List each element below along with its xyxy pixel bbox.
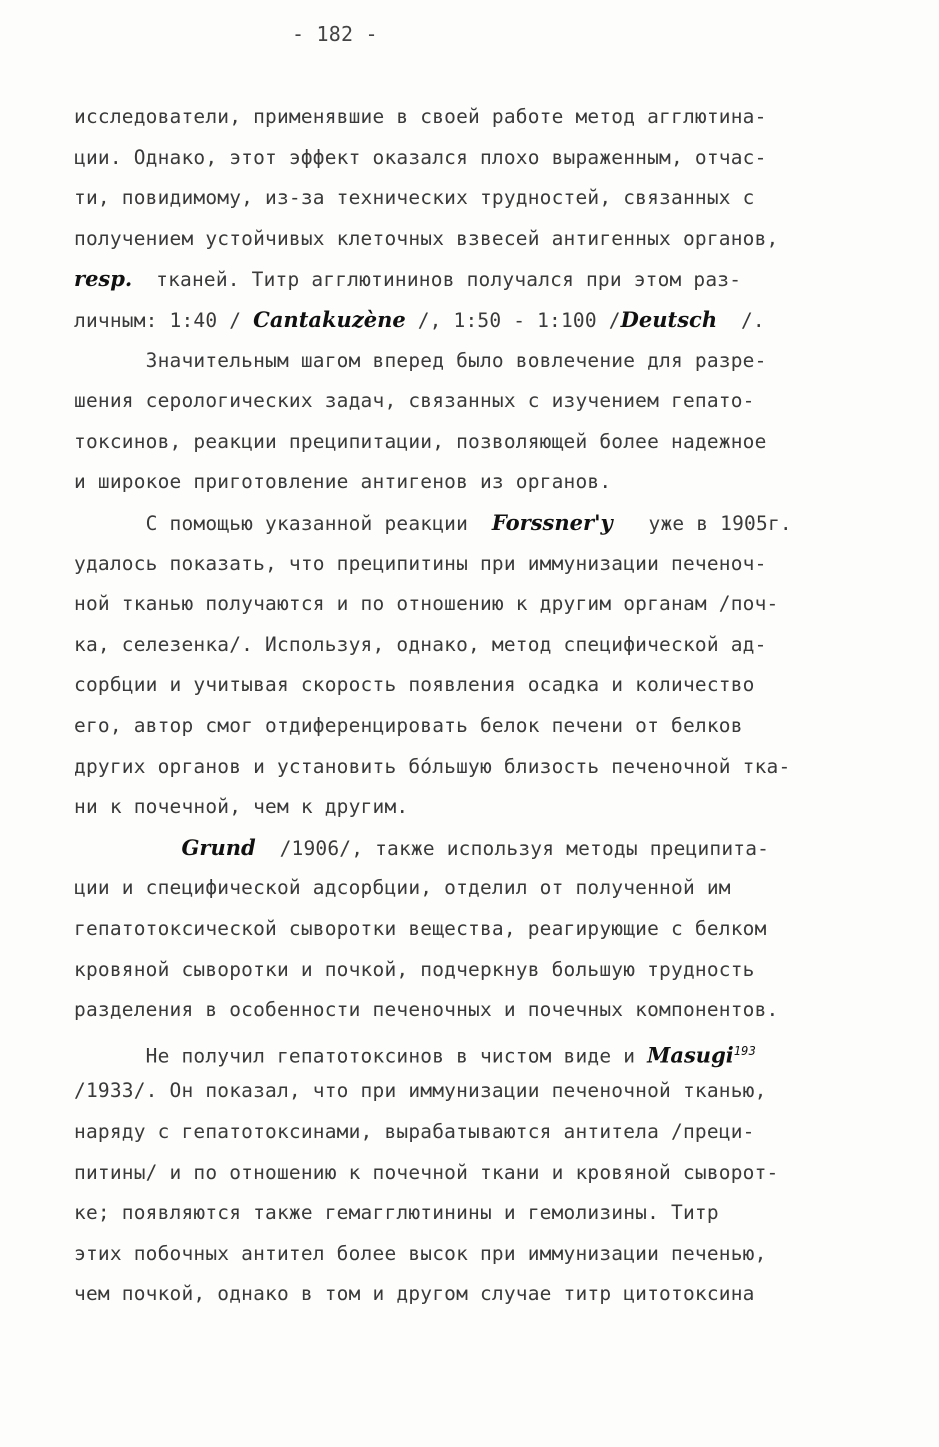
line-text: Не получил гепатотоксинов в чистом виде и <box>74 1044 648 1068</box>
text-line <box>74 430 767 454</box>
reference-number: 193 <box>733 1044 757 1058</box>
text-line <box>74 876 731 900</box>
line-text: исследователи, применявшие в своей работе метод агглютина- <box>74 105 767 128</box>
text-line <box>74 836 769 861</box>
text-line <box>74 1039 756 1069</box>
handwritten-name: Forssner'y <box>491 510 613 535</box>
line-text: и широкое приготовление антигенов из органов. <box>74 470 612 493</box>
text-line <box>74 714 743 738</box>
text-line <box>74 1242 767 1266</box>
line-text: его, автор смог отдиференцировать белок печени от белков <box>74 714 743 737</box>
text-line <box>74 470 611 494</box>
line-text: гепатотоксической сыворотки вещества, реагирующие с белком <box>74 917 767 940</box>
text-line <box>74 755 790 779</box>
line-text: наряду с гепатотоксинами, вырабатываются антитела /преци- <box>74 1120 755 1143</box>
page-number: - 182 - <box>292 22 378 46</box>
line-text: ка, селезенка/. Используя, однако, метод специфической ад- <box>74 633 767 656</box>
text-line <box>74 349 767 373</box>
line-text: ной тканью получаются и по отношению к другим органам /поч- <box>74 592 779 615</box>
line-text <box>74 837 181 860</box>
line-text: ции. Однако, этот эффект оказался плохо выраженным, отчас- <box>74 146 767 169</box>
line-text: ни к почечной, чем к другим. <box>74 795 409 818</box>
line-text: этих побочных антител более высок при иммунизации печенью, <box>74 1242 767 1265</box>
text-line <box>74 389 755 413</box>
line-text: тканей. Титр агглютининов получался при этом раз- <box>132 268 742 291</box>
line-text: получением устойчивых клеточных взвесей антигенных органов, <box>74 227 779 250</box>
handwritten-name: Masugi <box>647 1042 734 1068</box>
text-line <box>74 1120 755 1144</box>
text-line <box>74 186 755 210</box>
text-line <box>74 146 767 170</box>
text-line <box>74 673 755 697</box>
text-line <box>74 511 792 536</box>
line-text: /, 1:50 - 1:100 / <box>405 309 621 332</box>
line-text: уже в 1905г. <box>612 512 792 535</box>
handwritten-name: Cantakuzène <box>253 307 406 332</box>
line-text: разделения в особенности печеночных и почечных компонентов. <box>74 998 779 1021</box>
text-line <box>74 552 767 576</box>
text-line <box>74 1079 767 1103</box>
line-text: Значительным шагом вперед было вовлечение для разре- <box>74 349 767 372</box>
line-text: чем почкой, однако в том и другом случае титр цитотоксина <box>74 1282 755 1305</box>
text-line <box>74 1282 755 1306</box>
line-text: шения серологических задач, связанных с изучением гепато- <box>74 389 755 412</box>
handwritten-name: Deutsch <box>620 307 718 332</box>
text-line <box>74 917 767 941</box>
line-text: питины/ и по отношению к почечной ткани и кровяной сыворот- <box>74 1161 779 1184</box>
text-line <box>74 592 778 616</box>
line-text: сорбции и учитывая скорость появления осадка и количество <box>74 673 755 696</box>
line-text: кровяной сыворотки и почкой, подчеркнув большую трудность <box>74 958 755 981</box>
line-text: /1906/, также используя методы преципита- <box>255 837 770 860</box>
line-text: других органов и установить бо́льшую близость печеночной тка- <box>74 755 791 778</box>
text-line <box>74 1201 719 1225</box>
line-text: ции и специфической адсорбции, отделил от полученной им <box>74 876 731 899</box>
text-line <box>74 958 755 982</box>
text-line <box>74 998 778 1022</box>
line-text: токсинов, реакции преципитации, позволяющей более надежное <box>74 430 767 453</box>
line-text: /1933/. Он показал, что при иммунизации печеночной тканью, <box>74 1079 767 1102</box>
text-line <box>74 105 767 129</box>
handwritten-name: resp. <box>74 266 133 291</box>
text-line <box>74 633 767 657</box>
text-line <box>74 795 408 819</box>
line-text: С помощью указанной реакции <box>74 512 492 535</box>
line-text: личным: 1:40 / <box>74 309 254 332</box>
line-text: ке; появляются также гемагглютинины и гемолизины. Титр <box>74 1201 719 1224</box>
text-line <box>74 267 741 292</box>
line-text: ти, повидимому, из-за технических трудностей, связанных с <box>74 186 755 209</box>
handwritten-name: Grund <box>181 835 256 860</box>
line-text: /. <box>717 309 765 332</box>
line-text: удалось показать, что преципитины при иммунизации печеноч- <box>74 552 767 575</box>
text-line <box>74 1161 778 1185</box>
text-line <box>74 227 778 251</box>
text-line <box>74 308 765 333</box>
